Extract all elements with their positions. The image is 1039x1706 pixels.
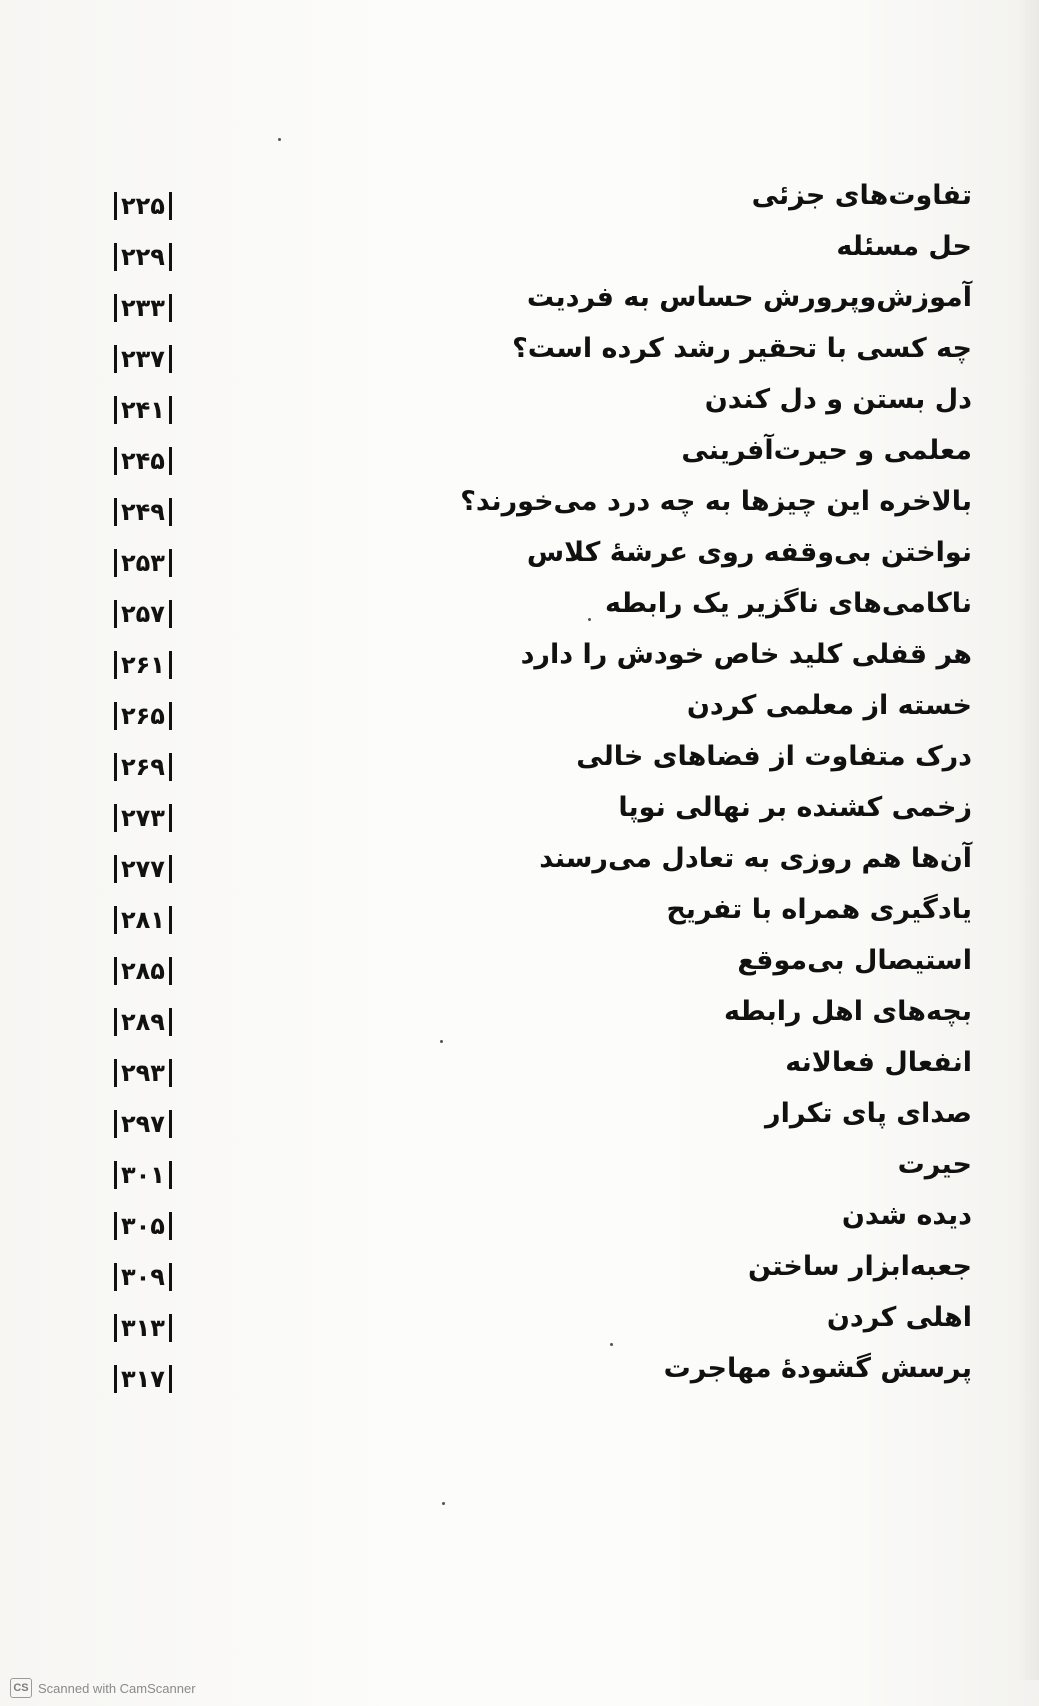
chapter-title: زخمی کشنده بر نهالی نوپا xyxy=(618,792,972,823)
page-bar-right xyxy=(169,855,172,883)
page-number-value: ۲۵۷ xyxy=(121,600,165,628)
page-bar-right xyxy=(169,1110,172,1138)
page-bar-right xyxy=(169,1161,172,1189)
page-number-value: ۳۱۳ xyxy=(121,1314,165,1342)
chapter-title: دل بستن و دل کندن xyxy=(704,384,972,415)
page-number xyxy=(110,1365,176,1393)
page-bar-right xyxy=(169,651,172,679)
toc-entry xyxy=(110,635,972,686)
page-number-value: ۲۷۷ xyxy=(121,855,165,883)
page-bar-left xyxy=(114,345,117,373)
toc-entry xyxy=(110,227,972,278)
page-bar-right xyxy=(169,1008,172,1036)
page-bar-left xyxy=(114,855,117,883)
page-bar-left xyxy=(114,1008,117,1036)
page-bar-right xyxy=(169,1314,172,1342)
page-number xyxy=(110,1161,176,1189)
page-number xyxy=(110,1314,176,1342)
chapter-title: بالاخره این چیزها به چه درد می‌خورند؟ xyxy=(460,486,972,517)
toc-entry xyxy=(110,1043,972,1094)
camscanner-logo-icon: CS xyxy=(10,1678,32,1698)
toc-entry xyxy=(110,533,972,584)
chapter-title: جعبه‌ابزار ساختن xyxy=(748,1251,972,1282)
page-number xyxy=(110,294,176,322)
chapter-title: یادگیری همراه با تفریح xyxy=(666,894,972,925)
page-bar-right xyxy=(169,447,172,475)
scanner-watermark xyxy=(10,1678,196,1698)
chapter-title: بچه‌های اهل رابطه xyxy=(723,996,972,1027)
page-bar-right xyxy=(169,192,172,220)
page-bar-left xyxy=(114,1365,117,1393)
page-bar-right xyxy=(169,1059,172,1087)
page-number-value: ۲۸۵ xyxy=(121,957,165,985)
chapter-title: دیده شدن xyxy=(841,1200,972,1231)
page-bar-left xyxy=(114,702,117,730)
page-bar-left xyxy=(114,447,117,475)
toc-entry xyxy=(110,176,972,227)
page-number-value: ۲۶۵ xyxy=(121,702,165,730)
page-number xyxy=(110,192,176,220)
toc-entry xyxy=(110,1094,972,1145)
page-number-value: ۲۶۱ xyxy=(121,651,165,679)
page-bar-right xyxy=(169,753,172,781)
page-number xyxy=(110,345,176,373)
chapter-title: پرسش گشودهٔ مهاجرت xyxy=(663,1353,972,1384)
toc-entry xyxy=(110,380,972,431)
page-bar-left xyxy=(114,1314,117,1342)
chapter-title: هر قفلی کلید خاص خودش را دارد xyxy=(520,639,972,670)
page-bar-left xyxy=(114,804,117,832)
page-number xyxy=(110,1110,176,1138)
page-bar-right xyxy=(169,243,172,271)
page-bar-left xyxy=(114,1110,117,1138)
toc-entry xyxy=(110,839,972,890)
scan-speck xyxy=(442,1502,445,1505)
chapter-title: استیصال بی‌موقع xyxy=(737,945,972,976)
page-bar-right xyxy=(169,1263,172,1291)
page-bar-left xyxy=(114,1059,117,1087)
page-bar-left xyxy=(114,1263,117,1291)
page-bar-right xyxy=(169,600,172,628)
page-number-value: ۲۳۳ xyxy=(121,294,165,322)
page-number-value: ۲۶۹ xyxy=(121,753,165,781)
page-number-value: ۲۸۹ xyxy=(121,1008,165,1036)
page-number xyxy=(110,1059,176,1087)
page-bar-left xyxy=(114,906,117,934)
toc-entry xyxy=(110,737,972,788)
scan-speck xyxy=(278,138,281,141)
page-number xyxy=(110,702,176,730)
page-bar-left xyxy=(114,294,117,322)
chapter-title: انفعال فعالانه xyxy=(785,1047,972,1078)
page-bar-right xyxy=(169,702,172,730)
page-number-value: ۲۵۳ xyxy=(121,549,165,577)
toc-entry xyxy=(110,788,972,839)
chapter-title: آموزش‌وپرورش حساس به فردیت xyxy=(526,282,972,313)
page-number-value: ۲۲۵ xyxy=(121,192,165,220)
chapter-title: اهلی کردن xyxy=(826,1302,972,1333)
page-number-value: ۲۷۳ xyxy=(121,804,165,832)
page-number xyxy=(110,1263,176,1291)
table-of-contents xyxy=(110,176,972,1400)
page-number-value: ۲۴۱ xyxy=(121,396,165,424)
page-bar-right xyxy=(169,345,172,373)
page-number xyxy=(110,447,176,475)
page-number xyxy=(110,549,176,577)
page-bar-left xyxy=(114,498,117,526)
page-bar-left xyxy=(114,549,117,577)
toc-entry xyxy=(110,1298,972,1349)
chapter-title: درک متفاوت از فضاهای خالی xyxy=(576,741,972,772)
toc-entry xyxy=(110,686,972,737)
page-number-value: ۳۰۱ xyxy=(121,1161,165,1189)
page-bar-right xyxy=(169,498,172,526)
chapter-title: تفاوت‌های جزئی xyxy=(751,180,972,211)
page-number xyxy=(110,804,176,832)
chapter-title: معلمی و حیرت‌آفرینی xyxy=(681,435,972,466)
page-number xyxy=(110,906,176,934)
page-bar-right xyxy=(169,549,172,577)
page-number-value: ۲۲۹ xyxy=(121,243,165,271)
page-bar-left xyxy=(114,192,117,220)
page-number xyxy=(110,753,176,781)
page-number-value: ۲۴۵ xyxy=(121,447,165,475)
toc-entry xyxy=(110,1196,972,1247)
chapter-title: ناکامی‌های ناگزیر یک رابطه xyxy=(604,588,972,619)
page-bar-right xyxy=(169,906,172,934)
page-number-value: ۳۰۵ xyxy=(121,1212,165,1240)
toc-entry xyxy=(110,482,972,533)
page-number xyxy=(110,396,176,424)
page-number-value: ۳۱۷ xyxy=(121,1365,165,1393)
page-bar-left xyxy=(114,753,117,781)
page-number xyxy=(110,1008,176,1036)
page-number xyxy=(110,600,176,628)
chapter-title: صدای پای تکرار xyxy=(765,1098,972,1129)
page-bar-left xyxy=(114,651,117,679)
page-bar-right xyxy=(169,396,172,424)
chapter-title: حیرت xyxy=(897,1149,972,1180)
page-bar-left xyxy=(114,957,117,985)
toc-entry xyxy=(110,278,972,329)
page-bar-right xyxy=(169,294,172,322)
page-number-value: ۲۳۷ xyxy=(121,345,165,373)
toc-entry xyxy=(110,992,972,1043)
chapter-title: چه کسی با تحقیر رشد کرده است؟ xyxy=(512,333,972,364)
chapter-title: نواختن بی‌وقفه روی عرشهٔ کلاس xyxy=(526,537,972,568)
page-number-value: ۲۴۹ xyxy=(121,498,165,526)
page-number-value: ۳۰۹ xyxy=(121,1263,165,1291)
page-number xyxy=(110,1212,176,1240)
page-bar-right xyxy=(169,1212,172,1240)
toc-entry xyxy=(110,431,972,482)
toc-entry xyxy=(110,890,972,941)
page-number xyxy=(110,957,176,985)
watermark-text: Scanned with CamScanner xyxy=(38,1680,196,1696)
chapter-title: آن‌ها هم روزی به تعادل می‌رسند xyxy=(539,843,972,874)
toc-entry xyxy=(110,584,972,635)
page-number-value: ۲۸۱ xyxy=(121,906,165,934)
toc-entry xyxy=(110,1247,972,1298)
page-bar-right xyxy=(169,957,172,985)
toc-entry xyxy=(110,1349,972,1400)
page-bar-right xyxy=(169,1365,172,1393)
toc-entry xyxy=(110,1145,972,1196)
page-bar-left xyxy=(114,1212,117,1240)
page-bar-left xyxy=(114,1161,117,1189)
page-number xyxy=(110,243,176,271)
page-bar-right xyxy=(169,804,172,832)
chapter-title: حل مسئله xyxy=(836,231,972,262)
toc-entry xyxy=(110,329,972,380)
page-bar-left xyxy=(114,396,117,424)
page-number xyxy=(110,498,176,526)
page-number xyxy=(110,855,176,883)
chapter-title: خسته از معلمی کردن xyxy=(686,690,972,721)
page-bar-left xyxy=(114,600,117,628)
page-number xyxy=(110,651,176,679)
toc-entry xyxy=(110,941,972,992)
page-bar-left xyxy=(114,243,117,271)
page-number-value: ۲۹۳ xyxy=(121,1059,165,1087)
page-number-value: ۲۹۷ xyxy=(121,1110,165,1138)
